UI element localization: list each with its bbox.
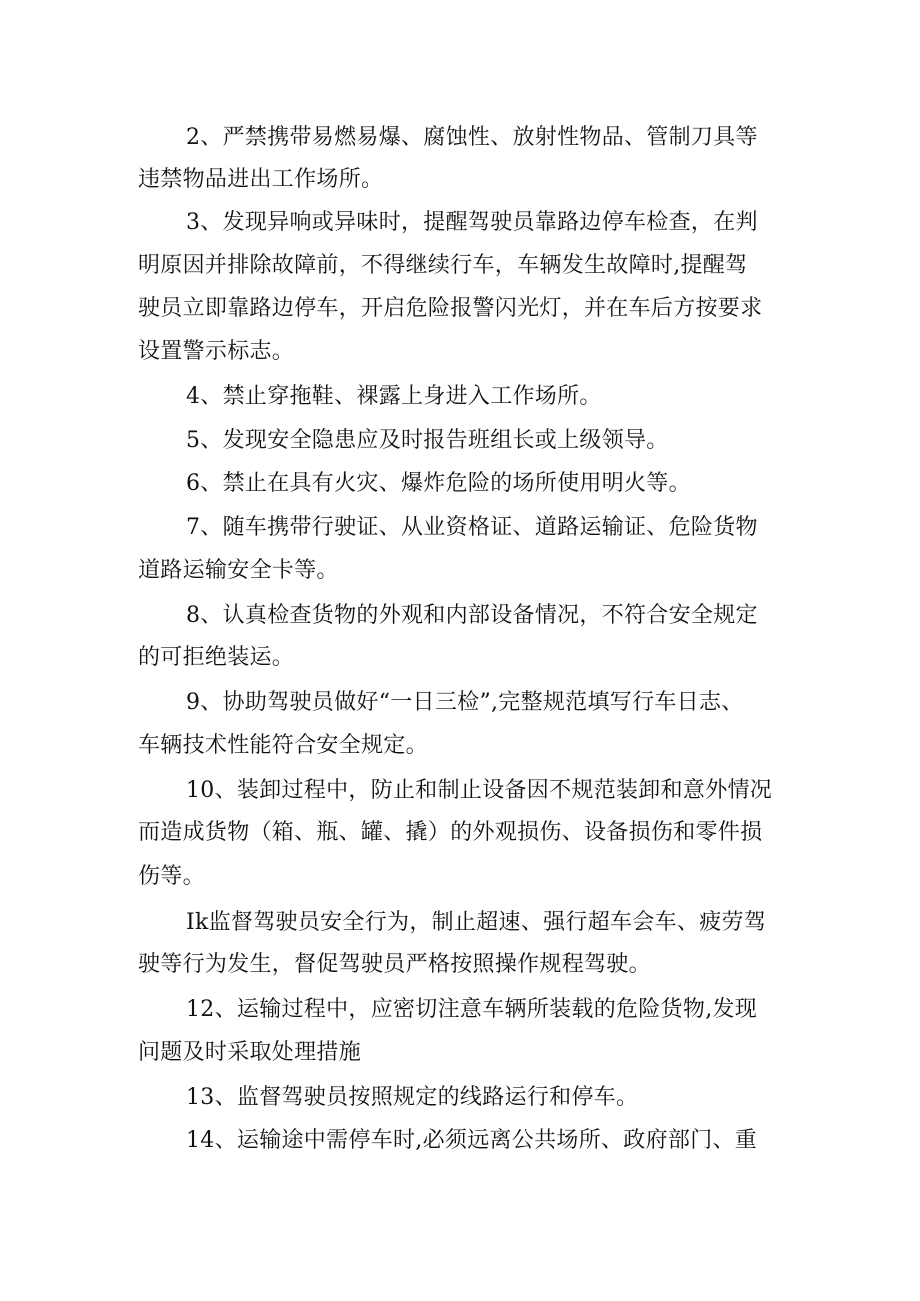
item-4-line-1: 4、禁止穿拖鞋、裸露上身进入工作场所。 <box>186 384 602 409</box>
item-2-line-1: 2、严禁携带易燃易爆、腐蚀性、放射性物品、管制刀具等 <box>186 125 758 150</box>
item-3-line-2: 明原因并排除故障前，不得继续行车，车辆发生故障时,提醒驾 <box>138 253 748 278</box>
item-7-line-1: 7、随车携带行驶证、从业资格证、道路运输证、危险货物 <box>186 515 758 540</box>
item-12-line-1: 12、运输过程中，应密切注意车辆所装载的危险货物,发现 <box>186 997 758 1022</box>
item-10-line-2: 而造成货物（箱、瓶、罐、撬）的外观损伤、设备损伤和零件损 <box>138 820 763 845</box>
item-9-line-2: 车辆技术性能符合安全规定。 <box>138 733 428 758</box>
item-2-line-2: 违禁物品进出工作场所。 <box>138 167 384 192</box>
item-3-line-3: 驶员立即靠路边停车，开启危险报警闪光灯，并在车后方按要求 <box>138 296 763 321</box>
item-8-line-1: 8、认真检查货物的外观和内部设备情况，不符合安全规定 <box>186 603 758 628</box>
item-11-line-1: Ik监督驾驶员安全行为，制止超速、强行超车会车、疲劳驾 <box>186 910 767 935</box>
item-5-line-1: 5、发现安全隐患应及时报告班组长或上级领导。 <box>186 428 669 453</box>
item-7-line-2: 道路运输安全卡等。 <box>138 558 339 583</box>
item-6-line-1: 6、禁止在具有火灾、爆炸危险的场所使用明火等。 <box>186 471 691 496</box>
item-3-line-1: 3、发现异响或异味时，提醒驾驶员靠路边停车检查，在判 <box>186 210 758 235</box>
item-8-line-2: 的可拒绝装运。 <box>138 645 295 670</box>
item-9-line-1: 9、协助驾驶员做好“一日三检”,完整规范填写行车日志、 <box>186 690 744 715</box>
item-13-line-1: 13、监督驾驶员按照规定的线路运行和停车。 <box>186 1085 639 1110</box>
item-10-line-1: 10、装卸过程中，防止和制止设备因不规范装卸和意外情况 <box>186 778 773 803</box>
item-14-line-1: 14、运输途中需停车时,必须远离公共场所、政府部门、重 <box>186 1128 758 1153</box>
item-12-line-2: 问题及时采取处理措施 <box>138 1040 362 1065</box>
item-3-line-4: 设置警示标志。 <box>138 339 295 364</box>
item-10-line-3: 伤等。 <box>138 864 205 889</box>
item-11-line-2: 驶等行为发生，督促驾驶员严格按照操作规程驾驶。 <box>138 952 651 977</box>
